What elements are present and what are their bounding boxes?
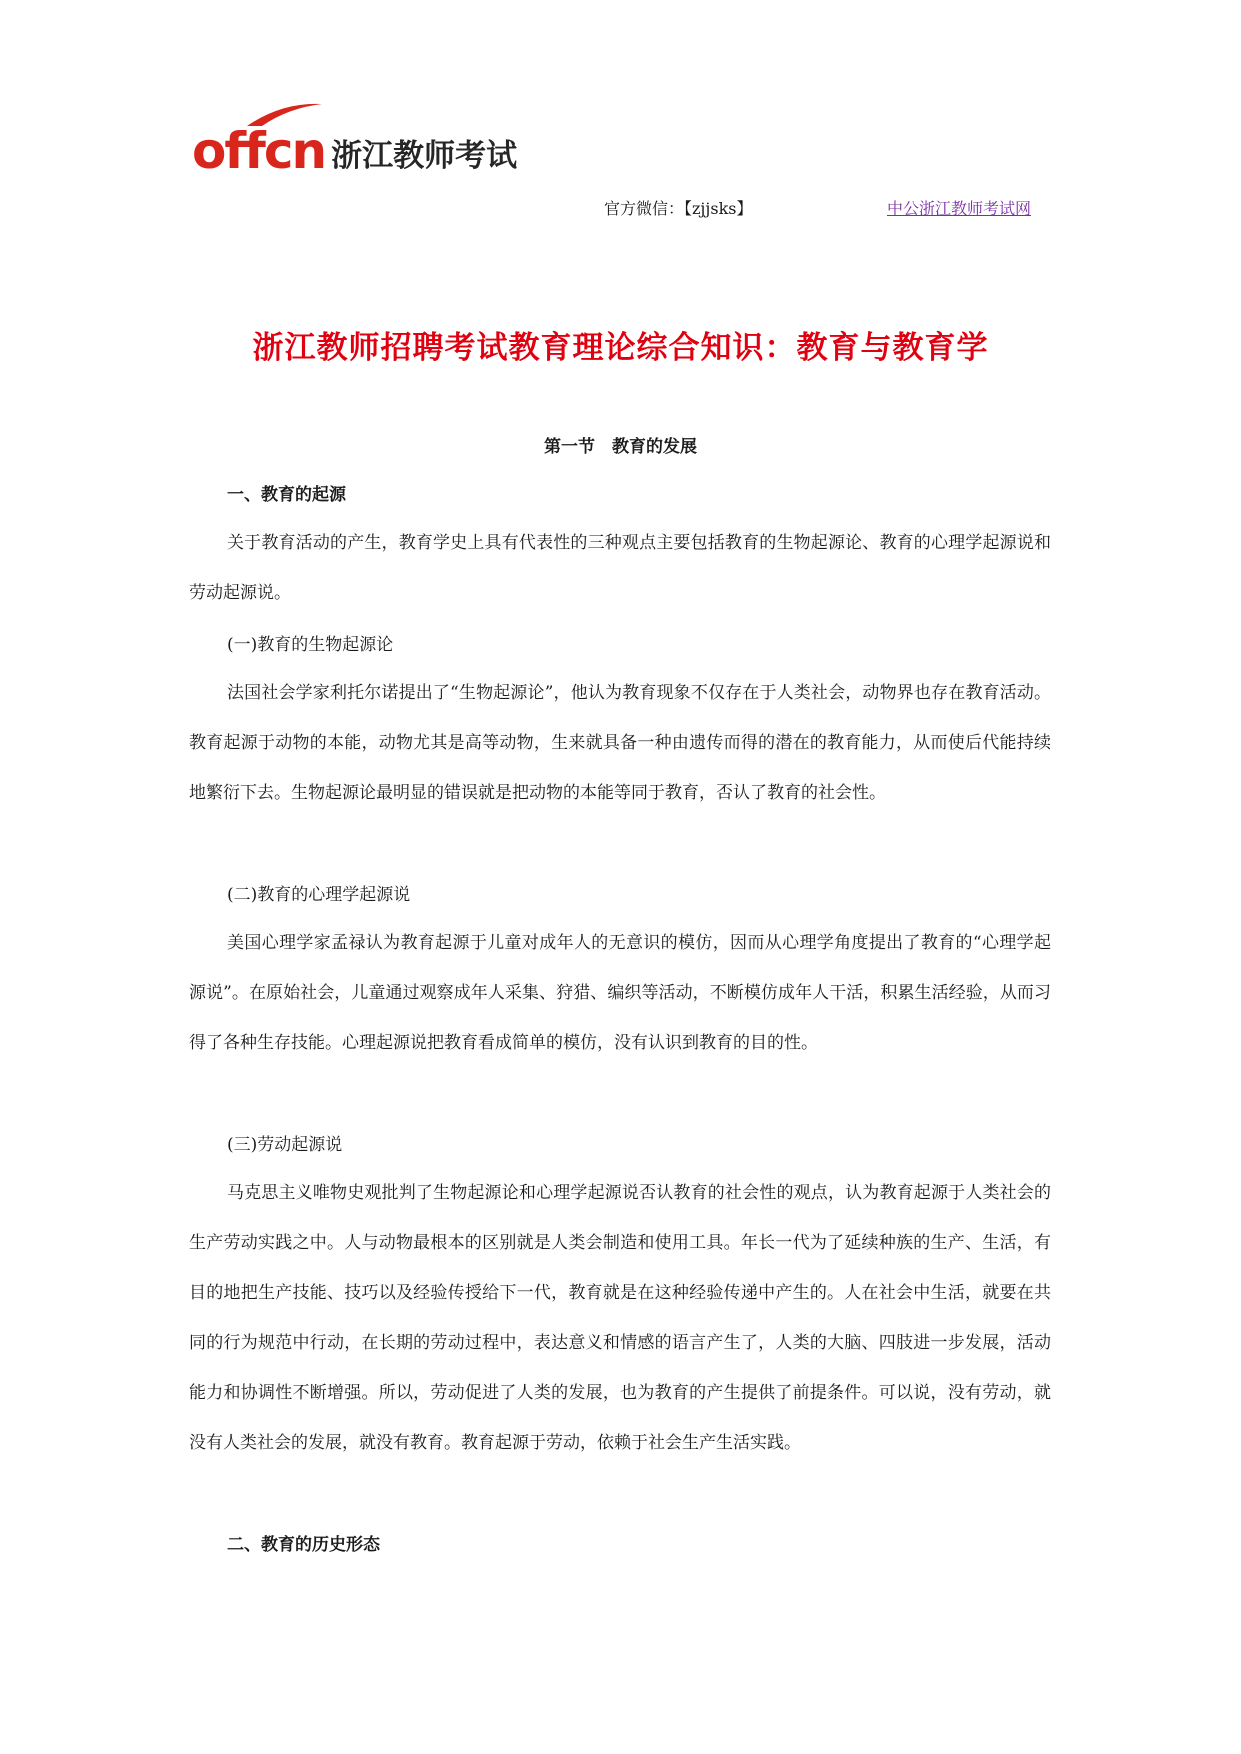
heading-origin: 一、教育的起源: [227, 485, 346, 505]
logo-brand-text: offcn: [192, 122, 326, 180]
offcn-logo: [192, 112, 518, 180]
section-title: 第一节 教育的发展: [544, 437, 697, 457]
paragraph-labor: 马克思主义唯物史观批判了生物起源论和心理学起源说否认教育的社会性的观点，认为教育起源于人类社会的生产劳动实践之中。人与动物最根本的区别就是人类会制造和使用工具。年长一代为了延续种族的生产、生活，有目的地把生产技能、技巧以及经验传授给下一代，教育就是在这种经验传递中产生的。人在社会中生活，就要在共同的行为规范中行动，在长期的劳动过程中，表达意义和情感的语言产生了，人类的大脑、四肢进一步发展，活动能力和协调性不断增强。所以，劳动促进了人类的发展，也为教育的产生提供了前提条件。可以说，没有劳动，就没有人类社会的发展，就没有教育。教育起源于劳动，依赖于社会生产生活实践。: [189, 1183, 1051, 1453]
subheading-labor: (三)劳动起源说: [227, 1135, 343, 1155]
paragraph-intro: 关于教育活动的产生，教育学史上具有代表性的三种观点主要包括教育的生物起源论、教育的心理学起源说和劳动起源说。: [189, 533, 1051, 603]
site-link[interactable]: 中公浙江教师考试网: [887, 199, 1032, 218]
subheading-biological: (一)教育的生物起源论: [227, 635, 394, 655]
paragraph-psychological: 美国心理学家孟禄认为教育起源于儿童对成年人的无意识的模仿，因而从心理学角度提出了教育的“心理学起源说”。在原始社会，儿童通过观察成年人采集、狩猎、编织等活动，不断模仿成年人干活，积累生活经验，从而习得了各种生存技能。心理起源说把教育看成简单的模仿，没有认识到教育的目的性。: [189, 933, 1051, 1053]
heading-historical-forms: 二、教育的历史形态: [227, 1535, 380, 1555]
logo-subtitle: 浙江教师考试: [331, 138, 518, 174]
paragraph-biological: 法国社会学家利托尔诺提出了“生物起源论”，他认为教育现象不仅存在于人类社会，动物界也存在教育活动。教育起源于动物的本能，动物尤其是高等动物，生来就具备一种由遗传而得的潜在的教育能力，从而使后代能持续地繁衍下去。生物起源论最明显的错误就是把动物的本能等同于教育，否认了教育的社会性。: [189, 683, 1051, 803]
subheading-psychological: (二)教育的心理学起源说: [227, 885, 411, 905]
wechat-account: 官方微信：【zjjsks】: [604, 199, 753, 218]
document-title: 浙江教师招聘考试教育理论综合知识：教育与教育学: [252, 330, 989, 366]
logo-swoosh-icon: [192, 98, 332, 128]
